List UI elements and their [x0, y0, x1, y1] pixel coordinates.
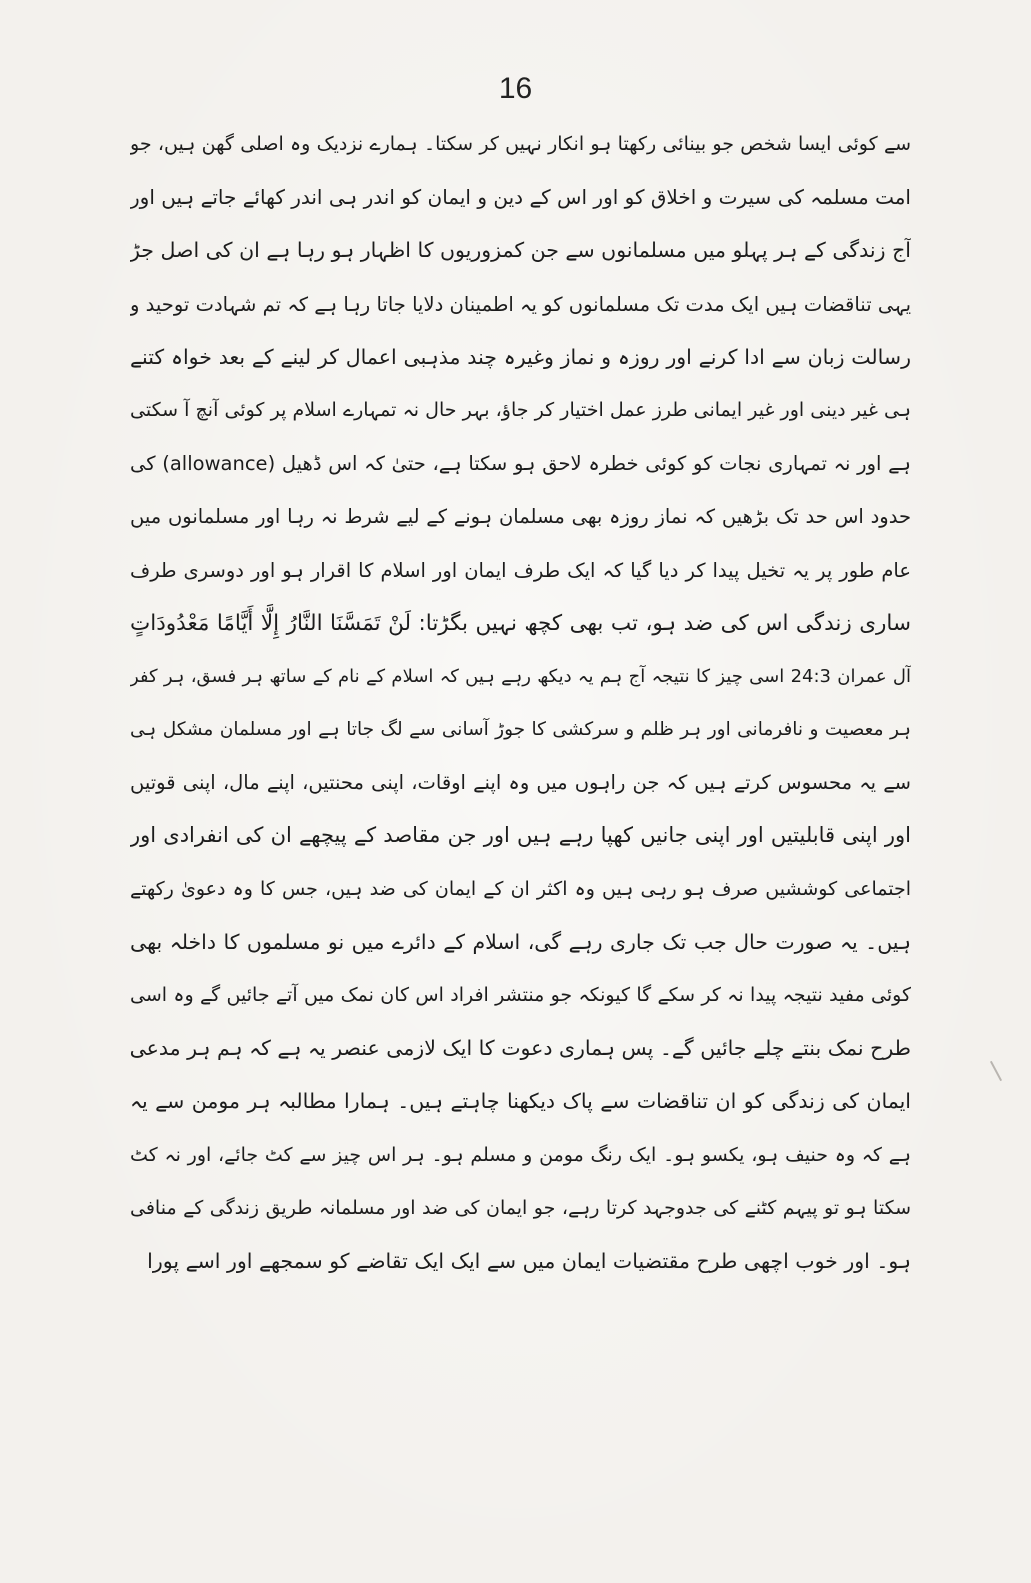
text-line: ہو۔ اور خوب اچھی طرح مقتضیات ایمان میں سے ایک ایک تقاضے کو سمجھے اور اسے پورا — [147, 1248, 911, 1273]
text-line: سے کوئی ایسا شخص جو بینائی رکھتا ہو انکار نہیں کر سکتا۔ ہمارے نزدیک وہ اصلی گھن ہیں، جو — [130, 133, 911, 155]
margin-pencil-mark — [990, 1061, 1002, 1081]
page-number: 16 — [498, 72, 533, 105]
text-line: سکتا ہو تو پیہم کٹنے کی جدوجہد کرتا رہے، جو ایمان کی ضد اور مسلمانہ طریق زندگی کے منافی — [130, 1196, 911, 1219]
text-line: اجتماعی کوششیں صرف ہو رہی ہیں وہ اکثر ان کے ایمان کی ضد ہیں، جس کا وہ دعویٰ رکھتے — [130, 877, 911, 900]
text-line: ایمان کی زندگی کو ان تناقضات سے پاک دیکھنا چاہتے ہیں۔ ہمارا مطالبہ ہر مومن سے یہ — [130, 1089, 911, 1114]
text-line: ہیں۔ یہ صورت حال جب تک جاری رہے گی، اسلام کے دائرے میں نو مسلموں کا داخلہ بھی — [130, 929, 911, 954]
text-line: ساری زندگی اس کی ضد ہو، تب بھی کچھ نہیں بگڑتا: لَنْ تَمَسَّنَا النَّارُ إِلَّا أَيَّامًا مَعْدُودَاتٍ — [130, 610, 911, 636]
urdu-text-body — [130, 118, 911, 1288]
text-line: حدود اس حد تک بڑھیں کہ نماز روزہ بھی مسلمان ہونے کے لیے شرط نہ رہا اور مسلمانوں میں — [130, 505, 911, 529]
text-line: ہی غیر دینی اور غیر ایمانی طرز عمل اختیار کر جاؤ، بہر حال نہ تمہارے اسلام پر کوئی آنچ آ سکتی — [130, 398, 911, 421]
text-line: ہے اور نہ تمہاری نجات کو کوئی خطرہ لاحق ہو سکتا ہے، حتیٰ کہ اس ڈھیل (allowance) کی — [130, 452, 911, 476]
text-line: ہر معصیت و نافرمانی اور ہر ظلم و سرکشی کا جوڑ آسانی سے لگ جاتا ہے اور مسلمان مشکل ہی — [130, 719, 911, 741]
text-line: طرح نمک بنتے چلے جائیں گے۔ پس ہماری دعوت کا ایک لازمی عنصر یہ ہے کہ ہم ہر مدعی — [130, 1036, 911, 1061]
text-line: عام طور پر یہ تخیل پیدا کر دیا گیا کہ ایک طرف ایمان اور اسلام کا اقرار ہو اور دوسری طرف — [130, 558, 911, 582]
text-line: آج زندگی کے ہر پہلو میں مسلمانوں سے جن کمزوریوں کا اظہار ہو رہا ہے ان کی اصل جڑ — [130, 238, 911, 263]
text-line: یہی تناقضات ہیں ایک مدت تک مسلمانوں کو یہ اطمینان دلایا جاتا رہا ہے کہ تم شہادت توحید و — [130, 292, 911, 316]
text-line: آل عمران 24:3 اسی چیز کا نتیجہ آج ہم یہ دیکھ رہے ہیں کہ اسلام کے نام کے ساتھ ہر فسق، ہر کفر — [130, 665, 911, 687]
text-line: رسالت زبان سے ادا کرنے اور روزہ و نماز وغیرہ چند مذہبی اعمال کر لینے کے بعد خواہ کتنے — [130, 344, 911, 369]
text-line: اور اپنی قابلیتیں اور اپنی جانیں کھپا رہے ہیں اور جن مقاصد کے پیچھے ان کی انفرادی اور — [130, 823, 911, 848]
text-line: امت مسلمہ کی سیرت و اخلاق کو اور اس کے دین و ایمان کو اندر ہی اندر کھائے جاتے ہیں اور — [130, 185, 911, 210]
text-line: ہے کہ وہ حنیف ہو، یکسو ہو۔ ایک رنگ مومن و مسلم ہو۔ ہر اس چیز سے کٹ جائے، اور نہ کٹ — [130, 1143, 911, 1166]
text-line: کوئی مفید نتیجہ پیدا نہ کر سکے گا کیونکہ جو منتشر افراد اس کان نمک میں آتے جائیں گے وہ اسی — [130, 984, 911, 1006]
text-line: سے یہ محسوس کرتے ہیں کہ جن راہوں میں وہ اپنے اوقات، اپنی محنتیں، اپنے مال، اپنی قوتیں — [130, 771, 911, 795]
